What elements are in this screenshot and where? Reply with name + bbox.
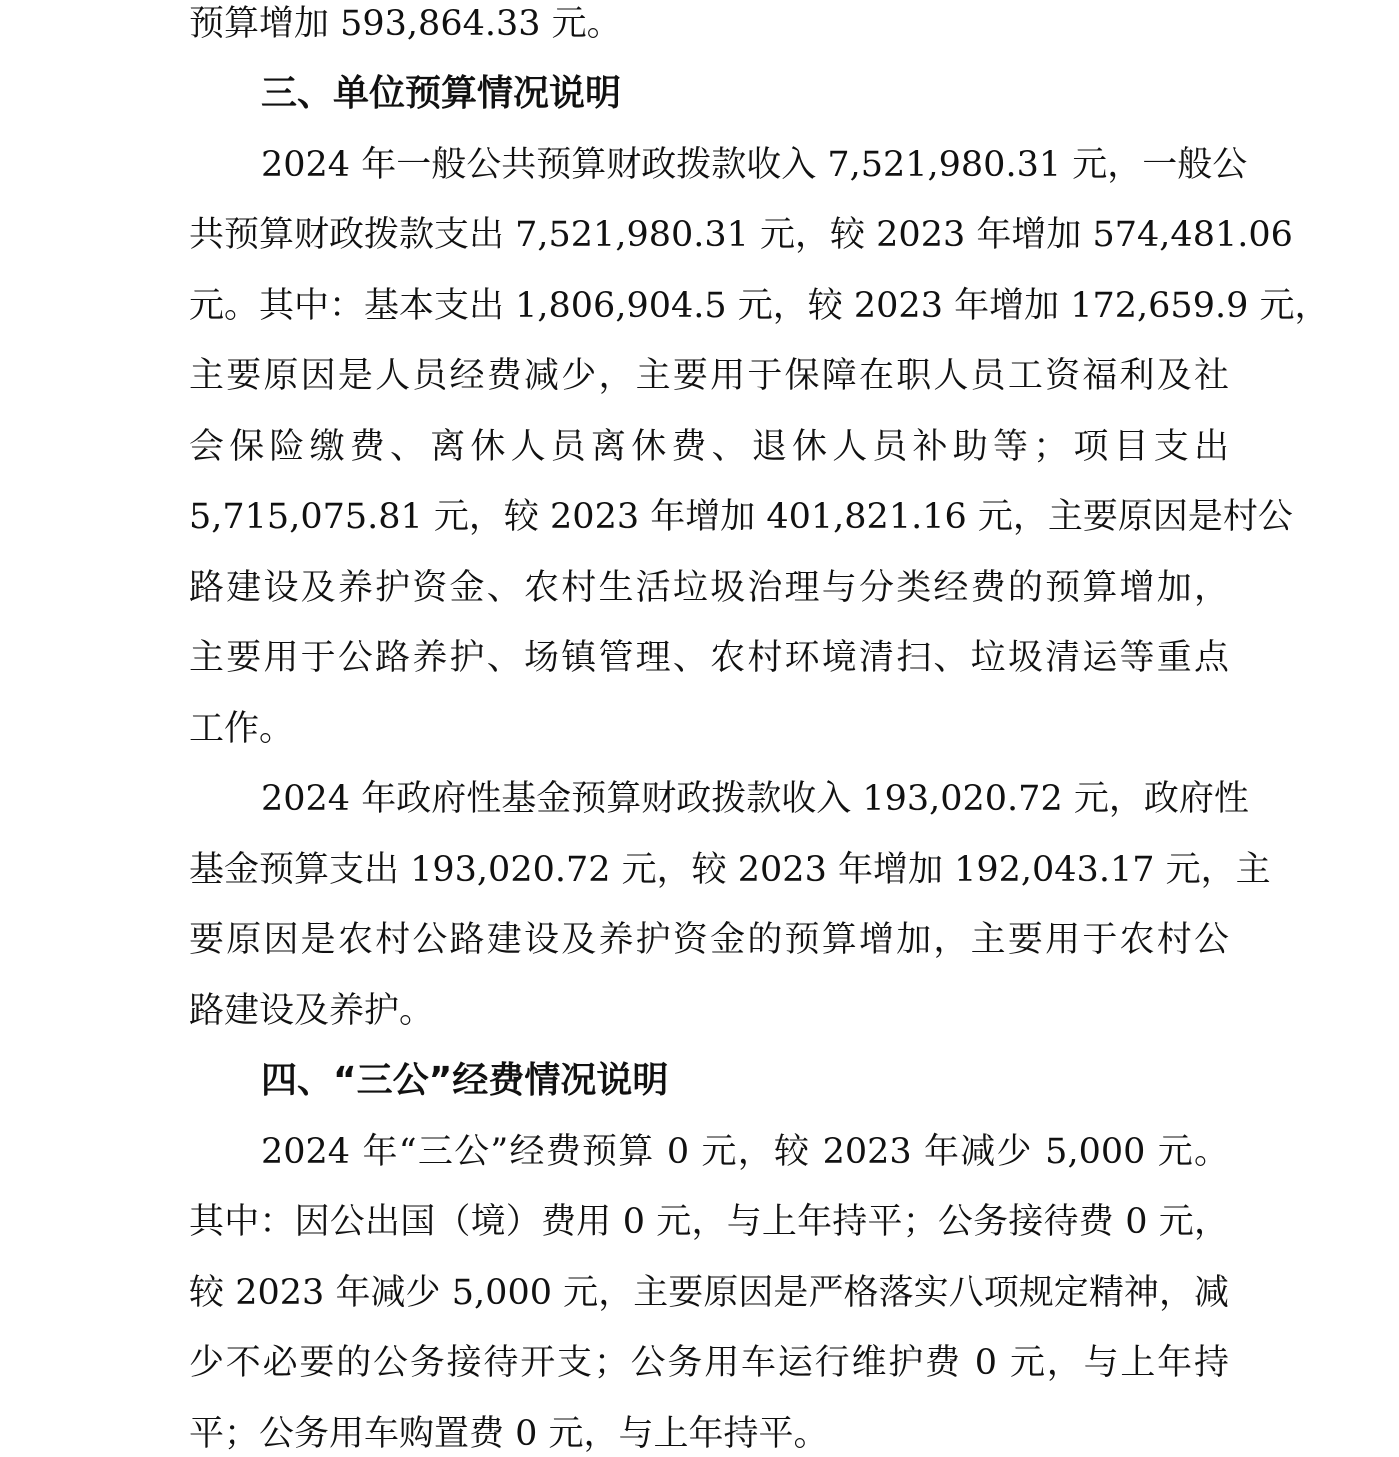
paragraph-line: 2024 年“三公”经费预算 0 元，较 2023 年减少 5,000 元。 <box>261 1132 1229 1172</box>
paragraph-line: 会保险缴费、离休人员离休费、退休人员补助等；项目支出 <box>189 427 1229 467</box>
paragraph-line: 基金预算支出 193,020.72 元，较 2023 年增加 192,043.17 元，主 <box>189 850 1271 890</box>
section-heading: 三、单位预算情况说明 <box>261 73 622 114</box>
paragraph-line: 少不必要的公务接待开支；公务用车运行维护费 0 元，与上年持 <box>189 1343 1229 1383</box>
paragraph-line: 5,715,075.81 元，较 2023 年增加 401,821.16 元，主要原因是村公 <box>189 497 1293 537</box>
paragraph-line: 元。其中：基本支出 1,806,904.5 元，较 2023 年增加 172,659.9 元， <box>189 286 1330 326</box>
paragraph-line: 主要原因是人员经费减少，主要用于保障在职人员工资福利及社 <box>189 356 1229 396</box>
paragraph-line: 路建设及养护资金、农村生活垃圾治理与分类经费的预算增加， <box>189 568 1229 608</box>
paragraph-line: 2024 年政府性基金预算财政拨款收入 193,020.72 元，政府性 <box>261 779 1249 819</box>
paragraph-line: 共预算财政拨款支出 7,521,980.31 元，较 2023 年增加 574,481.06 <box>189 215 1293 255</box>
paragraph-line: 工作。 <box>189 709 295 749</box>
paragraph-line: 预算增加 593,864.33 元。 <box>189 4 622 44</box>
section-heading: 四、“三公”经费情况说明 <box>261 1060 669 1101</box>
paragraph-line: 其中：因公出国（境）费用 0 元，与上年持平；公务接待费 0 元， <box>189 1202 1229 1242</box>
paragraph-line: 较 2023 年减少 5,000 元，主要原因是严格落实八项规定精神，减 <box>189 1273 1229 1313</box>
paragraph-line: 要原因是农村公路建设及养护资金的预算增加，主要用于农村公 <box>189 920 1229 960</box>
paragraph-line: 路建设及养护。 <box>189 991 435 1031</box>
paragraph-line: 平；公务用车购置费 0 元，与上年持平。 <box>189 1414 829 1454</box>
paragraph-line: 主要用于公路养护、场镇管理、农村环境清扫、垃圾清运等重点 <box>189 638 1229 678</box>
paragraph-line: 2024 年一般公共预算财政拨款收入 7,521,980.31 元，一般公 <box>261 145 1248 185</box>
